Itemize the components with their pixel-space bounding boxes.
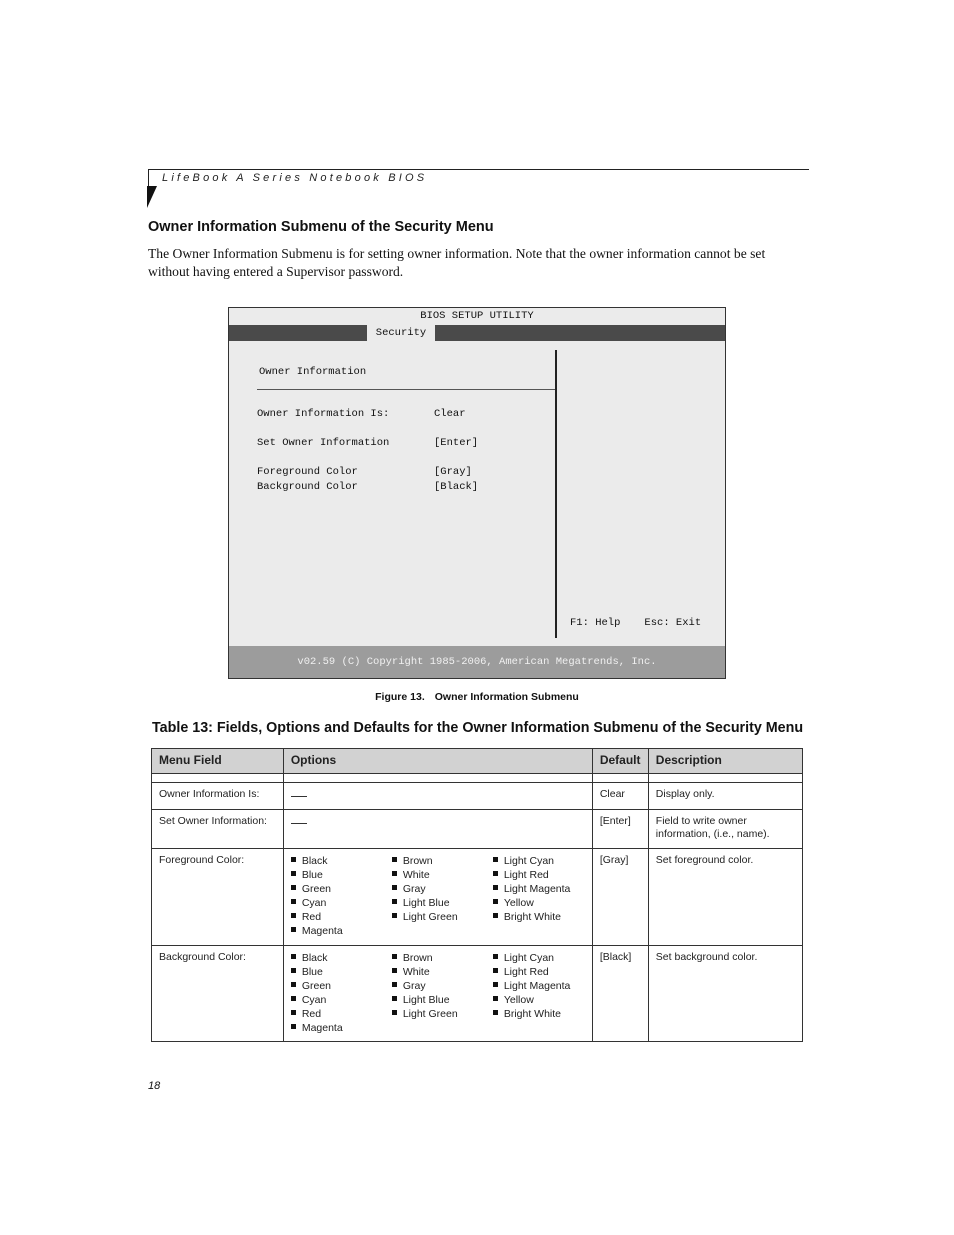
list-item: Light Red: [493, 965, 585, 979]
bullet-icon: [392, 913, 397, 918]
option-column-3: [493, 854, 585, 938]
bullet-icon: [493, 899, 498, 904]
list-item: Light Cyan: [493, 951, 585, 965]
figure-caption: [0, 691, 954, 703]
list-item: Yellow: [493, 896, 585, 910]
bios-item-label: Set Owner Information: [257, 437, 390, 449]
bullet-icon: [493, 968, 498, 973]
cell-field: Owner Information Is:: [152, 783, 284, 810]
bullet-icon: [493, 857, 498, 862]
list-item: Green: [291, 882, 392, 896]
list-item: Black: [291, 951, 392, 965]
header-rule: [148, 169, 809, 170]
bullet-icon: [392, 871, 397, 876]
list-item: Light Magenta: [493, 882, 585, 896]
section-title: Owner Information Submenu of the Security Menu: [148, 219, 494, 235]
list-item: Blue: [291, 868, 392, 882]
list-item: Cyan: [291, 896, 392, 910]
bios-title: BIOS SETUP UTILITY: [420, 310, 534, 322]
bullet-icon: [493, 954, 498, 959]
bullet-icon: [392, 1010, 397, 1015]
list-item: Yellow: [493, 993, 585, 1007]
list-item: Brown: [392, 854, 493, 868]
bios-submenu-rule: [257, 389, 555, 390]
list-item: Light Red: [493, 868, 585, 882]
cell-options: [283, 946, 592, 1042]
list-item: Red: [291, 1007, 392, 1021]
list-item: White: [392, 868, 493, 882]
list-item: Light Blue: [392, 993, 493, 1007]
help-esc: Esc: Exit: [644, 617, 702, 629]
header-default: Default: [592, 749, 648, 774]
list-item: Cyan: [291, 993, 392, 1007]
list-item: Gray: [392, 979, 493, 993]
table-row: [152, 946, 803, 1042]
cell-description: Set background color.: [648, 946, 802, 1042]
bullet-icon: [291, 1024, 296, 1029]
figure-number: Figure 13.: [375, 691, 425, 703]
list-item: Light Green: [392, 1007, 493, 1021]
bios-copyright-footer: v02.59 (C) Copyright 1985-2006, American Megatrends, Inc.: [229, 646, 725, 678]
bullet-icon: [291, 899, 296, 904]
bios-item-label: Foreground Color: [257, 466, 358, 478]
cell-default: [Gray]: [592, 849, 648, 946]
bullet-icon: [392, 954, 397, 959]
cell-options: [283, 849, 592, 946]
bullet-icon: [392, 982, 397, 987]
table-row: [152, 810, 803, 849]
list-item: Light Cyan: [493, 854, 585, 868]
list-item: Red: [291, 910, 392, 924]
bullet-icon: [291, 996, 296, 1001]
bullet-icon: [291, 982, 296, 987]
help-f1: F1: Help: [570, 617, 621, 629]
bios-menu-bar: [229, 325, 725, 341]
bullet-icon: [493, 982, 498, 987]
cell-options: [283, 783, 592, 810]
header-menu-field: Menu Field: [152, 749, 284, 774]
bios-item-value: [Enter]: [434, 437, 479, 449]
option-column-2: [392, 951, 493, 1035]
option-column-2: [392, 854, 493, 938]
bullet-icon: [392, 885, 397, 890]
page-number: 18: [148, 1080, 161, 1092]
color-option-grid: [291, 854, 585, 938]
tab-security[interactable]: Security: [367, 325, 435, 341]
list-item: Blue: [291, 965, 392, 979]
table-row: [152, 783, 803, 810]
header-triangle-mark: [147, 186, 157, 208]
running-header: LifeBook A Series Notebook BIOS: [162, 172, 428, 184]
cell-description: Set foreground color.: [648, 849, 802, 946]
table-title: Table 13: Fields, Options and Defaults for the Owner Information Submenu of the Security Menu: [152, 720, 804, 736]
dash-mark: [291, 823, 307, 824]
bios-help-hints: [570, 617, 701, 629]
bios-item-value: [Black]: [434, 481, 479, 493]
dash-mark: [291, 796, 307, 797]
list-item: Bright White: [493, 1007, 585, 1021]
list-item: Green: [291, 979, 392, 993]
options-table: [151, 748, 803, 1042]
bios-item-label: Owner Information Is:: [257, 408, 390, 420]
bullet-icon: [392, 857, 397, 862]
bullet-icon: [291, 927, 296, 932]
bullet-icon: [291, 857, 296, 862]
bullet-icon: [392, 899, 397, 904]
bios-item-background-color[interactable]: [257, 481, 479, 493]
option-column-3: [493, 951, 585, 1035]
cell-default: [Black]: [592, 946, 648, 1042]
cell-description: Display only.: [648, 783, 802, 810]
list-item: Bright White: [493, 910, 585, 924]
bios-pane-divider: [555, 350, 557, 638]
list-item: Gray: [392, 882, 493, 896]
bios-screen: [228, 307, 726, 679]
cell-field: Foreground Color:: [152, 849, 284, 946]
table-header-row: [152, 749, 803, 774]
bios-item-value: [Gray]: [434, 466, 472, 478]
bios-item-value: Clear: [434, 408, 466, 420]
bullet-icon: [493, 996, 498, 1001]
header-description: Description: [648, 749, 802, 774]
table-row: [152, 849, 803, 946]
option-column-1: [291, 854, 392, 938]
list-item: Light Green: [392, 910, 493, 924]
cell-default: [Enter]: [592, 810, 648, 849]
bullet-icon: [291, 1010, 296, 1015]
bullet-icon: [392, 968, 397, 973]
figure-caption-text: Owner Information Submenu: [434, 691, 579, 703]
bullet-icon: [493, 913, 498, 918]
bios-item-set-owner-info[interactable]: [257, 437, 479, 449]
header-options: Options: [283, 749, 592, 774]
list-item: Light Magenta: [493, 979, 585, 993]
cell-field: Background Color:: [152, 946, 284, 1042]
cell-default: Clear: [592, 783, 648, 810]
cell-description: Field to write owner information, (i.e., name).: [648, 810, 802, 849]
intro-paragraph: The Owner Information Submenu is for setting owner information. Note that the owner information cannot be set without having entered a Supervisor password.: [148, 246, 766, 279]
cell-options: [283, 810, 592, 849]
bullet-icon: [291, 968, 296, 973]
color-option-grid: [291, 951, 585, 1035]
list-item: Magenta: [291, 924, 392, 938]
bullet-icon: [291, 871, 296, 876]
bullet-icon: [392, 996, 397, 1001]
list-item: Black: [291, 854, 392, 868]
list-item: White: [392, 965, 493, 979]
cell-field: Set Owner Information:: [152, 810, 284, 849]
table-spacer-row: [152, 774, 803, 783]
bullet-icon: [291, 913, 296, 918]
list-item: Magenta: [291, 1021, 392, 1035]
bullet-icon: [291, 885, 296, 890]
bullet-icon: [493, 885, 498, 890]
option-column-1: [291, 951, 392, 1035]
list-item: Light Blue: [392, 896, 493, 910]
bios-item-owner-info-is[interactable]: [257, 408, 466, 420]
bullet-icon: [493, 1010, 498, 1015]
bios-item-foreground-color[interactable]: [257, 466, 472, 478]
bios-item-label: Background Color: [257, 481, 358, 493]
bullet-icon: [291, 954, 296, 959]
bios-submenu-title: Owner Information: [259, 366, 367, 378]
list-item: Brown: [392, 951, 493, 965]
bullet-icon: [493, 871, 498, 876]
